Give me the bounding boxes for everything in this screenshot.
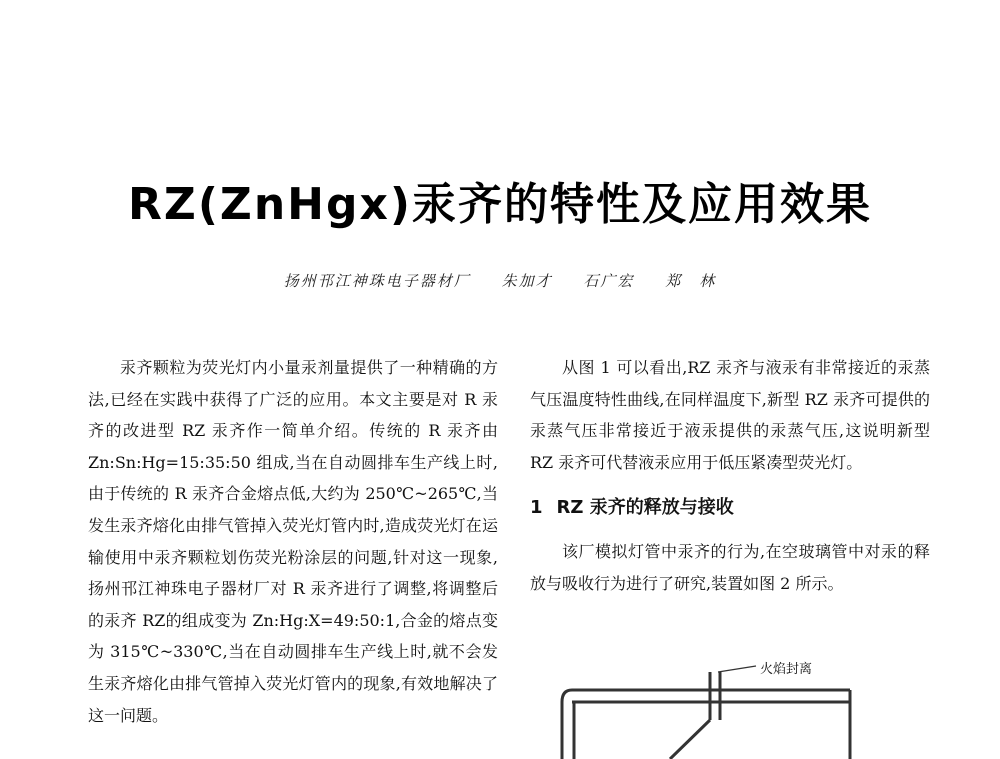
affiliation: 扬州邗江神珠电子器材厂 xyxy=(283,272,471,290)
author-name: 朱加才 xyxy=(501,272,553,290)
diagonal-tube xyxy=(670,720,710,759)
intro-paragraph: 汞齐颗粒为荧光灯内小量汞剂量提供了一种精确的方法,已经在实践中获得了广泛的应用。本文主要是对 R 汞齐的改进型 RZ 汞齐作一简单介绍。传统的 R 汞齐由 Zn:Sn:Hg=15:35:50 组成,当在自动圆排车生产线上时,由于传统的 R 汞齐合金熔点低,大约为 250℃~265℃,当发生汞齐熔化由排气管掉入荧光灯管内时,造成荧光灯在运输使用中汞齐颗粒划伤荧光粉涂层的问题,针对这一现象,扬州邗江神珠电子器材厂对 R 汞齐进行了调整,将调整后的汞齐 RZ的组成变为 Zn:Hg:X=49:50:1,合金的熔点变为 315℃~330℃,当在自动圆排车生产线上时,就不会发生汞齐熔化由排气管掉入荧光灯管内的现象,有效地解决了这一问题。 xyxy=(88,358,498,725)
author-name: 石广宏 xyxy=(583,272,635,290)
figure1-discussion-paragraph: 从图 1 可以看出,RZ 汞齐与液汞有非常接近的汞蒸气压温度特性曲线,在同样温度下,新型 RZ 汞齐可提供的汞蒸气压非常接近于液汞提供的汞蒸气压,这说明新型 RZ 汞齐可代替液汞应用于低压紧凑型荧光灯。 xyxy=(530,358,930,472)
author-name: 郑 林 xyxy=(665,272,717,290)
left-column xyxy=(88,352,498,731)
apparatus-figure xyxy=(560,650,900,759)
section-paragraph: 该厂模拟灯管中汞齐的行为,在空玻璃管中对汞的释放与吸收行为进行了研究,装置如图 2 所示。 xyxy=(530,541,930,593)
label-leader xyxy=(718,666,756,672)
section-number: 1 xyxy=(530,497,543,519)
author-line xyxy=(0,270,1000,291)
right-column xyxy=(530,352,930,599)
tube-elbow-inner xyxy=(572,702,574,759)
section-heading xyxy=(530,492,930,524)
figure-label: 火焰封离 xyxy=(760,662,813,677)
tube-elbow xyxy=(562,690,572,759)
paper-title: RZ(ZnHgx)汞齐的特性及应用效果 xyxy=(128,179,872,230)
section-title: RZ 汞齐的释放与接收 xyxy=(556,497,734,519)
